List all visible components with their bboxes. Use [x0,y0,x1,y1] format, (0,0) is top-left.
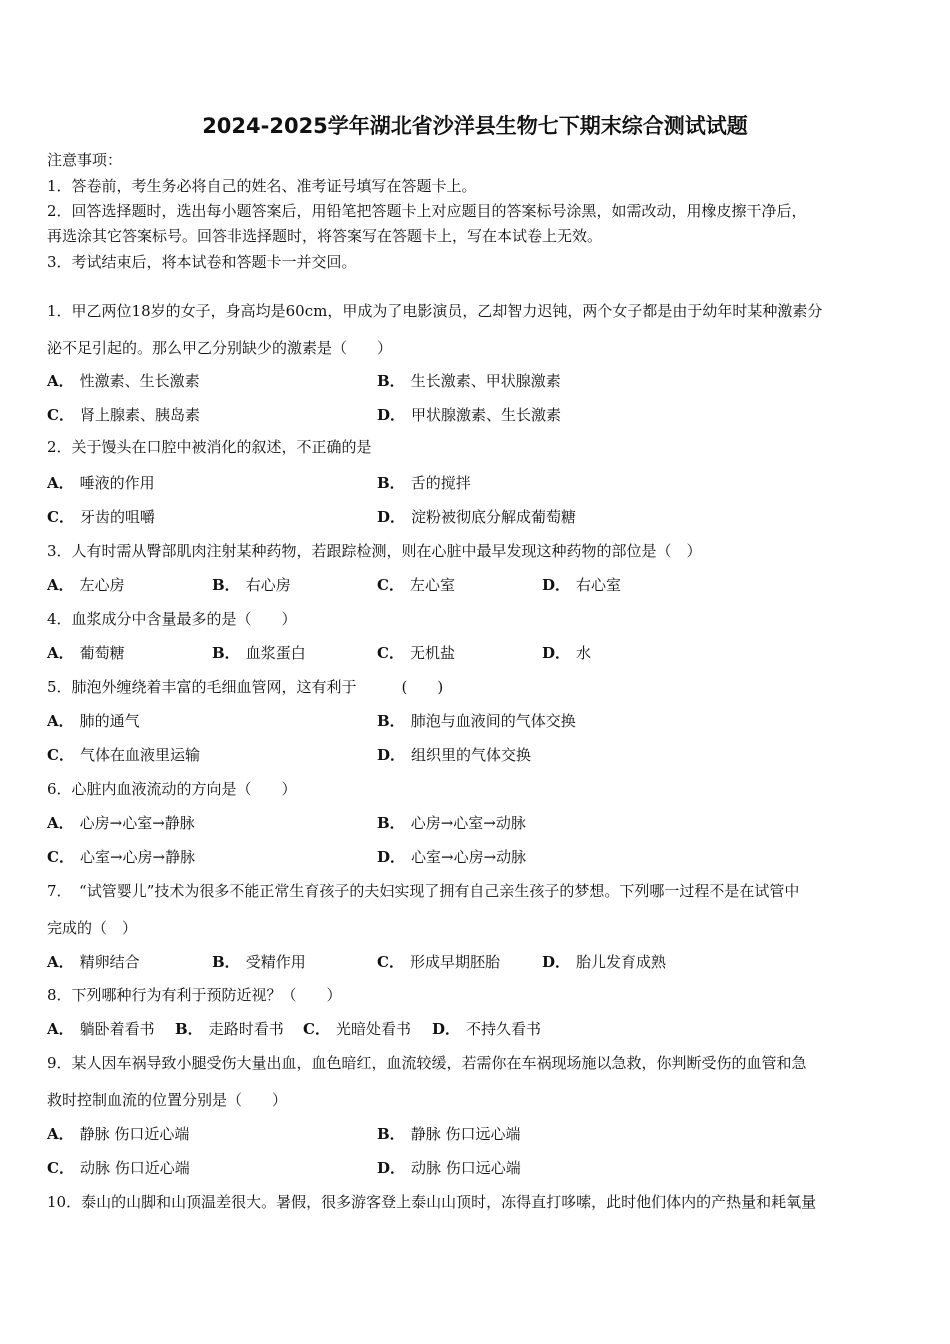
option-letter: D． [377,1159,406,1177]
option-text: 心室→心房→动脉 [411,848,527,866]
option-letter: A． [47,712,74,730]
option-text: 生长激素、甲状腺激素 [410,372,561,390]
option-letter: C． [47,406,74,424]
answer-option [377,848,526,866]
answer-option [377,406,561,424]
option-letter: B． [212,644,240,662]
answer-option [47,953,140,971]
question-stem: 4．血浆成分中含量最多的是（ ） [47,610,297,628]
option-text: 动脉 伤口近心端 [79,1159,190,1177]
option-letter: C． [47,746,74,764]
answer-option [47,406,200,424]
option-text: 静脉 伤口远心端 [410,1125,521,1143]
answer-option [47,848,195,866]
page-title: 2024-2025学年湖北省沙洋县生物七下期末综合测试试题 [202,114,748,138]
answer-option [542,576,621,594]
question-stem: 救时控制血流的位置分别是（ ） [47,1091,288,1109]
option-text: 肺的通气 [79,712,140,730]
question-stem: 2．关于馒头在口腔中被消化的叙述，不正确的是 [47,438,372,456]
question-stem: 8．下列哪种行为有利于预防近视？（ ） [47,986,342,1004]
option-letter: B． [377,372,405,390]
option-text: 牙齿的咀嚼 [79,508,155,526]
option-text: 左心房 [79,576,125,594]
question-stem: 7． “试管婴儿”技术为很多不能正常生育孩子的夫妇实现了拥有自己亲生孩子的梦想。下列哪一过程不是在试管中 [47,882,800,900]
option-text: 受精作用 [245,953,306,971]
answer-option [377,712,576,730]
notice-line: 再选涂其它答案标号。回答非选择题时，将答案写在答题卡上，写在本试卷上无效。 [47,227,603,245]
option-letter: B． [212,576,240,594]
answer-option [377,372,561,390]
option-letter: B． [212,953,240,971]
option-text: 心房→心室→动脉 [410,814,526,832]
option-text: 唾液的作用 [79,474,155,492]
answer-option [377,1125,520,1143]
notice-line: 2．回答选择题时，选出每小题答案后，用铅笔把答题卡上对应题目的答案标号涂黑，如需改动，用橡皮擦干净后， [47,202,807,220]
answer-option [377,1159,521,1177]
question-stem: 完成的（ ） [47,919,138,937]
question-stem: 10．泰山的山脚和山顶温差很大。暑假，很多游客登上泰山山顶时，冻得直打哆嗦，此时他们体内的产热量和耗氧量 [47,1193,817,1211]
option-text: 水 [576,644,592,662]
option-letter: B． [175,1020,203,1038]
option-text: 肺泡与血液间的气体交换 [410,712,576,730]
option-text: 舌的搅拌 [410,474,471,492]
question-stem: 5．肺泡外缠绕着丰富的毛细血管网，这有利于 ( ) [47,678,444,696]
option-text: 光暗处看书 [335,1020,411,1038]
option-text: 走路时看书 [208,1020,284,1038]
question-stem: 9．某人因车祸导致小腿受伤大量出血，血色暗红，血流较缓，若需你在车祸现场施以急救，你判断受伤的血管和急 [47,1054,807,1072]
question-stem: 3．人有时需从臀部肌肉注射某种药物，若跟踪检测，则在心脏中最早发现这种药物的部位是（ ） [47,542,702,560]
answer-option [47,576,125,594]
option-text: 肾上腺素、胰岛素 [79,406,200,424]
answer-option [542,644,591,662]
option-letter: B． [377,712,405,730]
option-text: 胎儿发育成熟 [576,953,667,971]
answer-option [47,712,140,730]
question-stem: 1．甲乙两位18岁的女子，身高均是60cm，甲成为了电影演员，乙却智力迟钝，两个女子都是由于幼年时某种激素分 [47,302,823,320]
option-text: 左心室 [409,576,455,594]
option-letter: D． [542,953,571,971]
option-letter: C． [47,1159,74,1177]
notice-line: 1．答卷前，考生务必将自己的姓名、准考证号填写在答题卡上。 [47,177,477,195]
option-letter: D． [542,576,571,594]
option-letter: C． [377,644,404,662]
option-letter: D． [377,848,406,866]
option-letter: C． [377,953,404,971]
option-letter: A． [47,953,74,971]
option-text: 甲状腺激素、生长激素 [411,406,562,424]
answer-option [47,644,125,662]
question-stem: 泌不足引起的。那么甲乙分别缺少的激素是（ ） [47,339,393,357]
option-letter: D． [542,644,571,662]
answer-option [377,576,455,594]
answer-option [47,1159,190,1177]
answer-option [212,644,306,662]
option-text: 气体在血液里运输 [79,746,200,764]
option-letter: A． [47,576,74,594]
option-letter: D． [377,746,406,764]
answer-option [432,1020,541,1038]
answer-option [377,644,455,662]
option-text: 动脉 伤口远心端 [411,1159,521,1177]
answer-option [47,746,200,764]
option-letter: D． [377,406,406,424]
option-text: 淀粉被彻底分解成葡萄糖 [411,508,577,526]
option-text: 心室→心房→静脉 [79,848,196,866]
option-text: 不持久看书 [466,1020,542,1038]
answer-option [47,372,200,390]
answer-option [47,474,155,492]
answer-option [212,576,291,594]
option-letter: A． [47,372,74,390]
answer-option [47,814,195,832]
option-letter: A． [47,644,74,662]
answer-option [47,508,155,526]
answer-option [175,1020,284,1038]
option-text: 血浆蛋白 [245,644,306,662]
option-letter: D． [432,1020,461,1038]
notice-line: 3．考试结束后，将本试卷和答题卡一并交回。 [47,253,357,271]
option-text: 躺卧着看书 [79,1020,155,1038]
answer-option [377,474,471,492]
answer-option [377,508,576,526]
answer-option [377,814,526,832]
notice-heading: 注意事项： [47,151,123,169]
option-text: 组织里的气体交换 [411,746,532,764]
option-letter: A． [47,814,74,832]
option-text: 右心房 [245,576,291,594]
option-letter: C． [47,848,74,866]
option-text: 性激素、生长激素 [79,372,200,390]
option-letter: B． [377,1125,405,1143]
option-letter: C． [377,576,404,594]
answer-option [377,953,500,971]
option-text: 精卵结合 [79,953,140,971]
option-text: 葡萄糖 [79,644,125,662]
answer-option [47,1125,189,1143]
option-text: 心房→心室→静脉 [79,814,195,832]
option-text: 静脉 伤口近心端 [79,1125,190,1143]
answer-option [377,746,531,764]
option-letter: A． [47,474,74,492]
option-text: 右心室 [576,576,622,594]
option-letter: A． [47,1020,74,1038]
answer-option [47,1020,155,1038]
option-letter: C． [47,508,74,526]
answer-option [542,953,666,971]
option-letter: C． [303,1020,330,1038]
option-text: 形成早期胚胎 [409,953,500,971]
option-letter: B． [377,814,405,832]
question-stem: 6．心脏内血液流动的方向是（ ） [47,780,297,798]
answer-option [303,1020,411,1038]
option-letter: B． [377,474,405,492]
option-text: 无机盐 [409,644,455,662]
answer-option [212,953,306,971]
option-letter: D． [377,508,406,526]
option-letter: A． [47,1125,74,1143]
